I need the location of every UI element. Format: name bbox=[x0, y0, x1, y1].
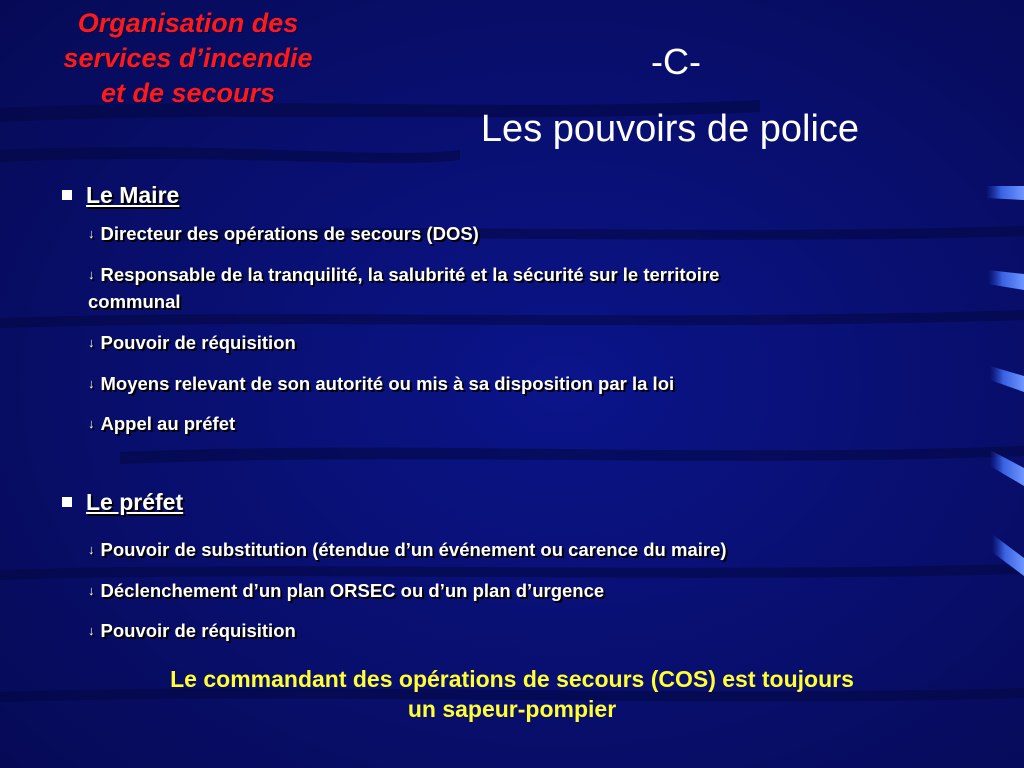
arrow-down-icon: ↓ bbox=[88, 335, 95, 350]
conclusion-text bbox=[50, 664, 974, 724]
conclusion-line-1: Le commandant des opérations de secours (COS) est toujours bbox=[170, 666, 854, 692]
list-item-text: Pouvoir de substitution (étendue d’un événement ou carence du maire) bbox=[100, 539, 727, 560]
arrow-down-icon: ↓ bbox=[88, 226, 95, 241]
list-item bbox=[88, 262, 719, 288]
corner-title-line-3: et de secours bbox=[100, 78, 276, 108]
slide-letter: -C- bbox=[651, 41, 701, 82]
section-heading-maire bbox=[62, 180, 179, 210]
square-bullet-icon bbox=[62, 497, 72, 507]
arrow-down-icon: ↓ bbox=[88, 267, 95, 282]
section-heading-label: Le Maire bbox=[86, 182, 180, 208]
corner-title-line-2: services d’incendie bbox=[63, 43, 313, 73]
arrow-down-icon: ↓ bbox=[88, 623, 95, 638]
list-item-continuation: communal bbox=[88, 291, 181, 312]
list-item-text: Déclenchement d’un plan ORSEC ou d’un plan d’urgence bbox=[100, 580, 605, 601]
corner-title-line-1: Organisation des bbox=[77, 8, 299, 38]
corner-title bbox=[18, 6, 358, 111]
slide-title: Les pouvoirs de police bbox=[480, 108, 860, 150]
arrow-down-icon: ↓ bbox=[88, 542, 95, 557]
list-item bbox=[88, 221, 479, 247]
list-item bbox=[88, 330, 296, 356]
section-heading-label: Le préfet bbox=[86, 489, 184, 515]
list-item bbox=[88, 578, 604, 604]
list-item-text: Directeur des opérations de secours (DOS) bbox=[100, 223, 479, 244]
list-item bbox=[88, 371, 674, 397]
list-item bbox=[88, 411, 235, 437]
square-bullet-icon bbox=[62, 190, 72, 200]
list-item-text: Pouvoir de réquisition bbox=[100, 620, 296, 641]
list-item bbox=[88, 537, 727, 563]
list-item bbox=[88, 618, 296, 644]
conclusion-line-2: un sapeur-pompier bbox=[407, 696, 617, 722]
arrow-down-icon: ↓ bbox=[88, 376, 95, 391]
list-item-text: Moyens relevant de son autorité ou mis à sa disposition par la loi bbox=[100, 373, 675, 394]
list-item-text: Responsable de la tranquilité, la salubrité et la sécurité sur le territoire bbox=[100, 264, 720, 285]
list-item-text: Appel au préfet bbox=[100, 413, 236, 434]
list-item-text: Pouvoir de réquisition bbox=[100, 332, 296, 353]
arrow-down-icon: ↓ bbox=[88, 583, 95, 598]
section-heading-prefet bbox=[62, 487, 183, 517]
arrow-down-icon: ↓ bbox=[88, 416, 95, 431]
